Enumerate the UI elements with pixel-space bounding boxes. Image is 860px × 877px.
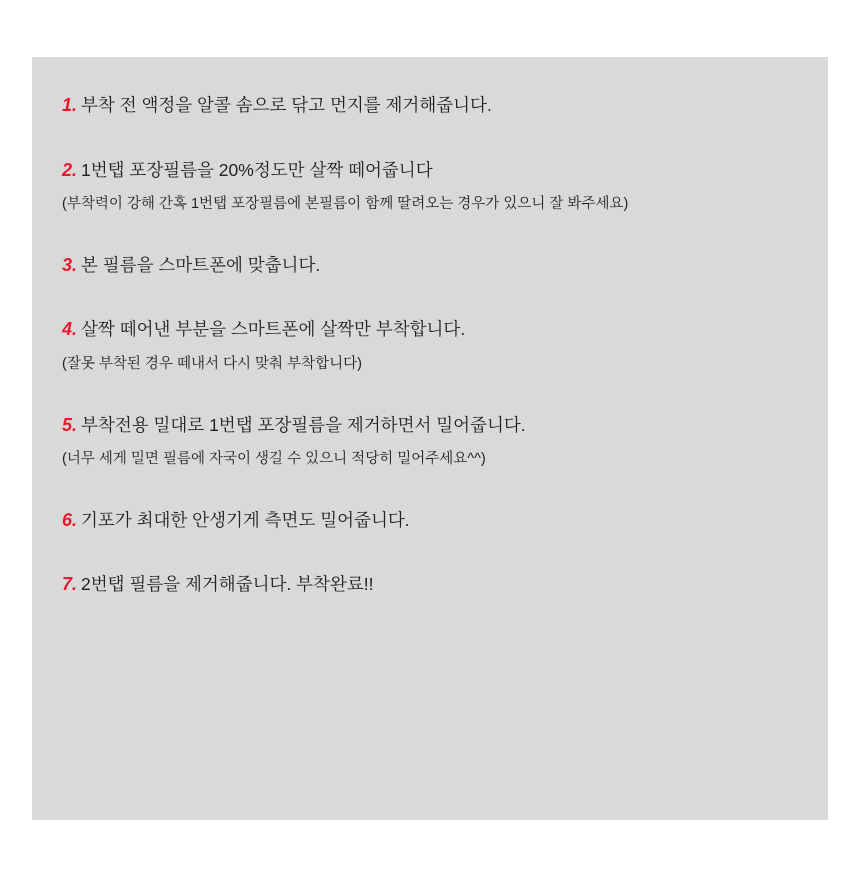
step-main-line: [62, 317, 810, 342]
step-text: 본 필름을 스마트폰에 맞춥니다.: [81, 254, 321, 275]
step-main-line: [62, 253, 810, 278]
step-main-line: [62, 572, 810, 597]
list-item: [62, 508, 810, 533]
step-text: 1번탭 포장필름을 20%정도만 살짝 떼어줍니다: [81, 159, 433, 180]
step-text: 살짝 떼어낸 부분을 스마트폰에 살짝만 부착합니다.: [81, 319, 466, 340]
step-number: 6.: [62, 509, 78, 530]
instructions-panel: [32, 57, 828, 820]
list-item: [62, 158, 810, 215]
step-number: 5.: [62, 414, 78, 435]
step-note: (너무 세게 밀면 필름에 자국이 생길 수 있으니 적당히 밀어주세요^^): [62, 451, 486, 468]
steps-list: [62, 93, 810, 597]
step-main-line: [62, 93, 810, 118]
step-number: 7.: [62, 574, 78, 595]
step-text: 2번탭 필름을 제거해줍니다. 부착완료!!: [81, 574, 374, 595]
step-number: 4.: [62, 319, 78, 340]
step-main-line: [62, 508, 810, 533]
step-main-line: [62, 413, 810, 438]
step-text: 기포가 최대한 안생기게 측면도 밀어줍니다.: [81, 509, 410, 530]
step-text: 부착전용 밀대로 1번탭 포장필름을 제거하면서 밀어줍니다.: [81, 414, 526, 435]
step-number: 2.: [62, 159, 78, 180]
list-item: [62, 317, 810, 374]
list-item: [62, 572, 810, 597]
list-item: [62, 413, 810, 470]
step-note: (잘못 부착된 경우 떼내서 다시 맞춰 부착합니다): [62, 356, 362, 373]
list-item: [62, 93, 810, 118]
step-number: 1.: [62, 95, 78, 115]
step-number: 3.: [62, 254, 78, 275]
step-text: 부착 전 액정을 알콜 솜으로 닦고 먼지를 제거해줍니다.: [81, 95, 492, 115]
step-main-line: [62, 158, 810, 183]
list-item: [62, 253, 810, 278]
step-note: (부착력이 강해 간혹 1번탭 포장필름에 본필름이 함께 딸려오는 경우가 있으니 잘 봐주세요): [62, 196, 629, 213]
